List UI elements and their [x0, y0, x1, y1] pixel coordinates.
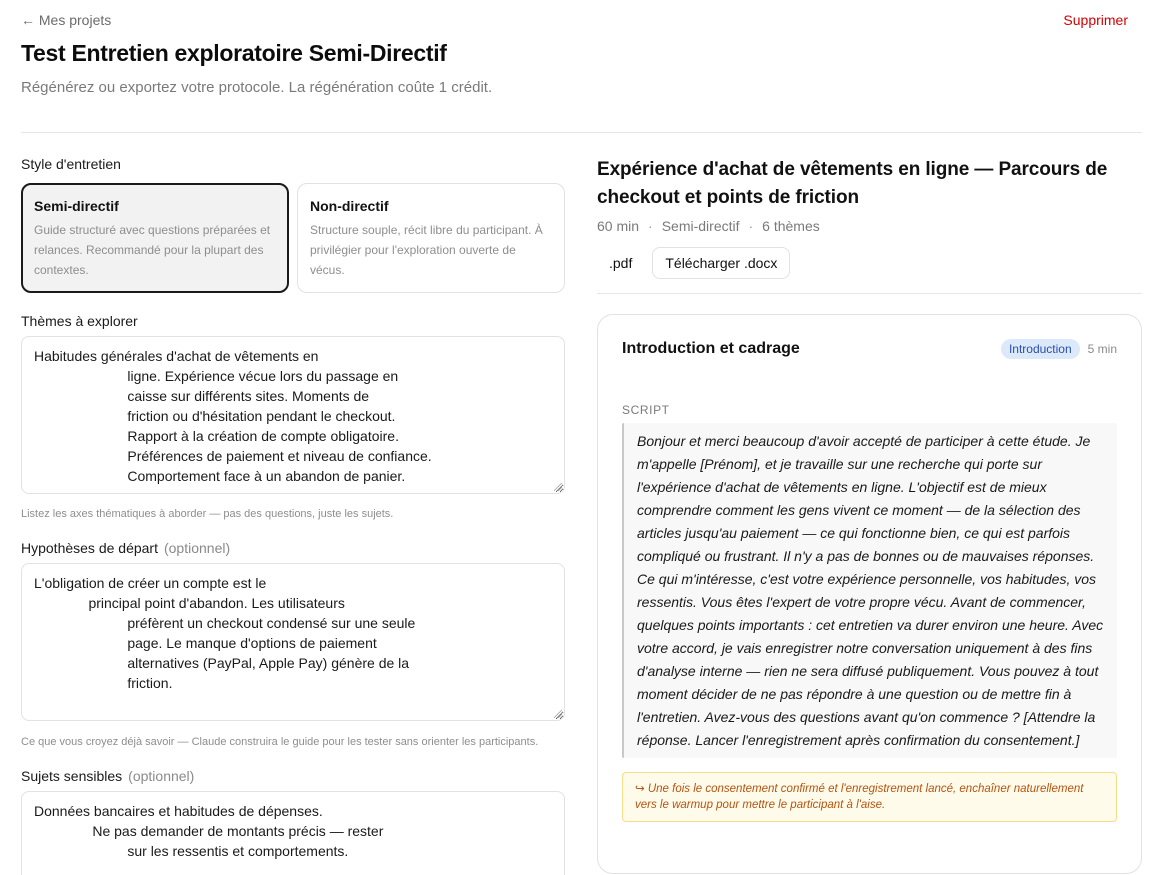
guide-style: Semi-directif [661, 218, 740, 234]
optional-marker: (optionnel) [163, 540, 231, 556]
meta-separator: · [648, 218, 653, 234]
download-pdf-button[interactable]: .pdf [597, 247, 644, 279]
hypotheses-label [21, 540, 565, 556]
sensitive-topics-textarea[interactable] [21, 791, 565, 875]
optional-marker: (optionnel) [128, 768, 195, 784]
back-to-projects-link[interactable]: ← Mes projets [21, 12, 112, 28]
meta-separator: · [748, 218, 754, 234]
resize-handle-icon[interactable] [554, 710, 562, 718]
guide-duration: 60 min [597, 218, 640, 234]
generated-guide [597, 156, 1142, 874]
themes-helper-text: Listez les axes thématiques à aborder — pas des questions, juste les sujets. [21, 508, 394, 520]
themes-textarea[interactable] [21, 336, 565, 494]
section-title: Introduction et cadrage [622, 340, 800, 357]
guide-divider [597, 293, 1142, 294]
themes-label: Thèmes à explorer [21, 313, 138, 329]
interview-style-label: Style d'entretien [21, 156, 121, 172]
hypotheses-textarea[interactable] [21, 563, 565, 721]
sensitive-topics-label-text: Sujets sensibles [21, 768, 123, 784]
style-option-title: Non-directif [310, 198, 389, 214]
section-duration: 5 min [1087, 342, 1117, 356]
hypotheses-field-wrapper [21, 563, 565, 721]
hypotheses-helper-text: Ce que vous croyez déjà savoir — Claude construira le guide pour les tester sans orienter les participants. [21, 736, 539, 748]
section-type-badge: Introduction [1001, 339, 1080, 359]
guide-themes-count: 6 thèmes [762, 218, 820, 234]
style-option-semi-directif[interactable] [21, 183, 289, 293]
section-tags [1001, 339, 1117, 359]
hypotheses-label-text: Hypothèses de départ [21, 540, 158, 556]
header-divider [21, 132, 1142, 133]
guide-meta [597, 218, 1142, 234]
resize-handle-icon[interactable] [554, 483, 562, 491]
interview-style-options [21, 183, 565, 293]
guide-title: Expérience d'achat de vêtements en ligne — Parcours de checkout et points de friction [597, 159, 1108, 208]
style-option-description: Guide structuré avec questions préparées et relances. Recommandé pour la plupart des contextes. [34, 223, 271, 277]
sensitive-topics-label [21, 768, 565, 784]
page-title: Test Entretien exploratoire Semi-Directif [21, 40, 447, 66]
style-option-description: Structure souple, récit libre du participant. À privilégier pour l'exploration ouverte de vécus. [310, 223, 543, 277]
delete-project-button[interactable]: Supprimer [1063, 12, 1128, 28]
protocol-form [21, 156, 565, 875]
transition-note: ↪ Une fois le consentement confirmé et l'enregistrement lancé, enchaîner naturellement vers le warmup pour mettre le participant à l'aise. [622, 772, 1117, 822]
guide-section-card [597, 314, 1142, 874]
themes-field-wrapper [21, 336, 565, 494]
style-option-non-directif[interactable] [297, 183, 565, 293]
section-header [622, 339, 1117, 359]
page-subtitle: Régénérez ou exportez votre protocole. La régénération coûte 1 crédit. [21, 79, 493, 96]
export-actions [597, 247, 1142, 279]
download-docx-button[interactable]: Télécharger .docx [652, 247, 790, 279]
script-label: SCRIPT [622, 403, 670, 417]
script-text: Bonjour et merci beaucoup d'avoir accepté de participer à cette étude. Je m'appelle [Prénom], et je travaille sur une recherche qui porte sur l'expérience d'achat de vêtements en ligne. L'objectif est de mieux comprendre comment les gens vivent ce moment — de la sélection des articles jusqu'au paiement — ce qui fonctionne bien, ce qui est parfois compliqué ou frustrant. Il n'y a pas de bonnes ou de mauvaises réponses. Ce qui m'intéresse, c'est votre expérience personnelle, vos habitudes, vos ressentis. Vous êtes l'expert de votre propre vécu. Avant de commencer, quelques points importants : cet entretien va durer environ une heure. Avec votre accord, je vais enregistrer notre conversation uniquement à des fins d'analyse interne — rien ne sera diffusé publiquement. Vous pouvez à tout moment décider de ne pas répondre à une question ou de mettre fin à l'entretien. Avez-vous des questions avant qu'on commence ? [Attendre la réponse. Lancer l'enregistrement après confirmation du consentement.] [622, 423, 1117, 758]
sensitive-topics-field-wrapper [21, 791, 565, 875]
style-option-title: Semi-directif [34, 198, 119, 214]
